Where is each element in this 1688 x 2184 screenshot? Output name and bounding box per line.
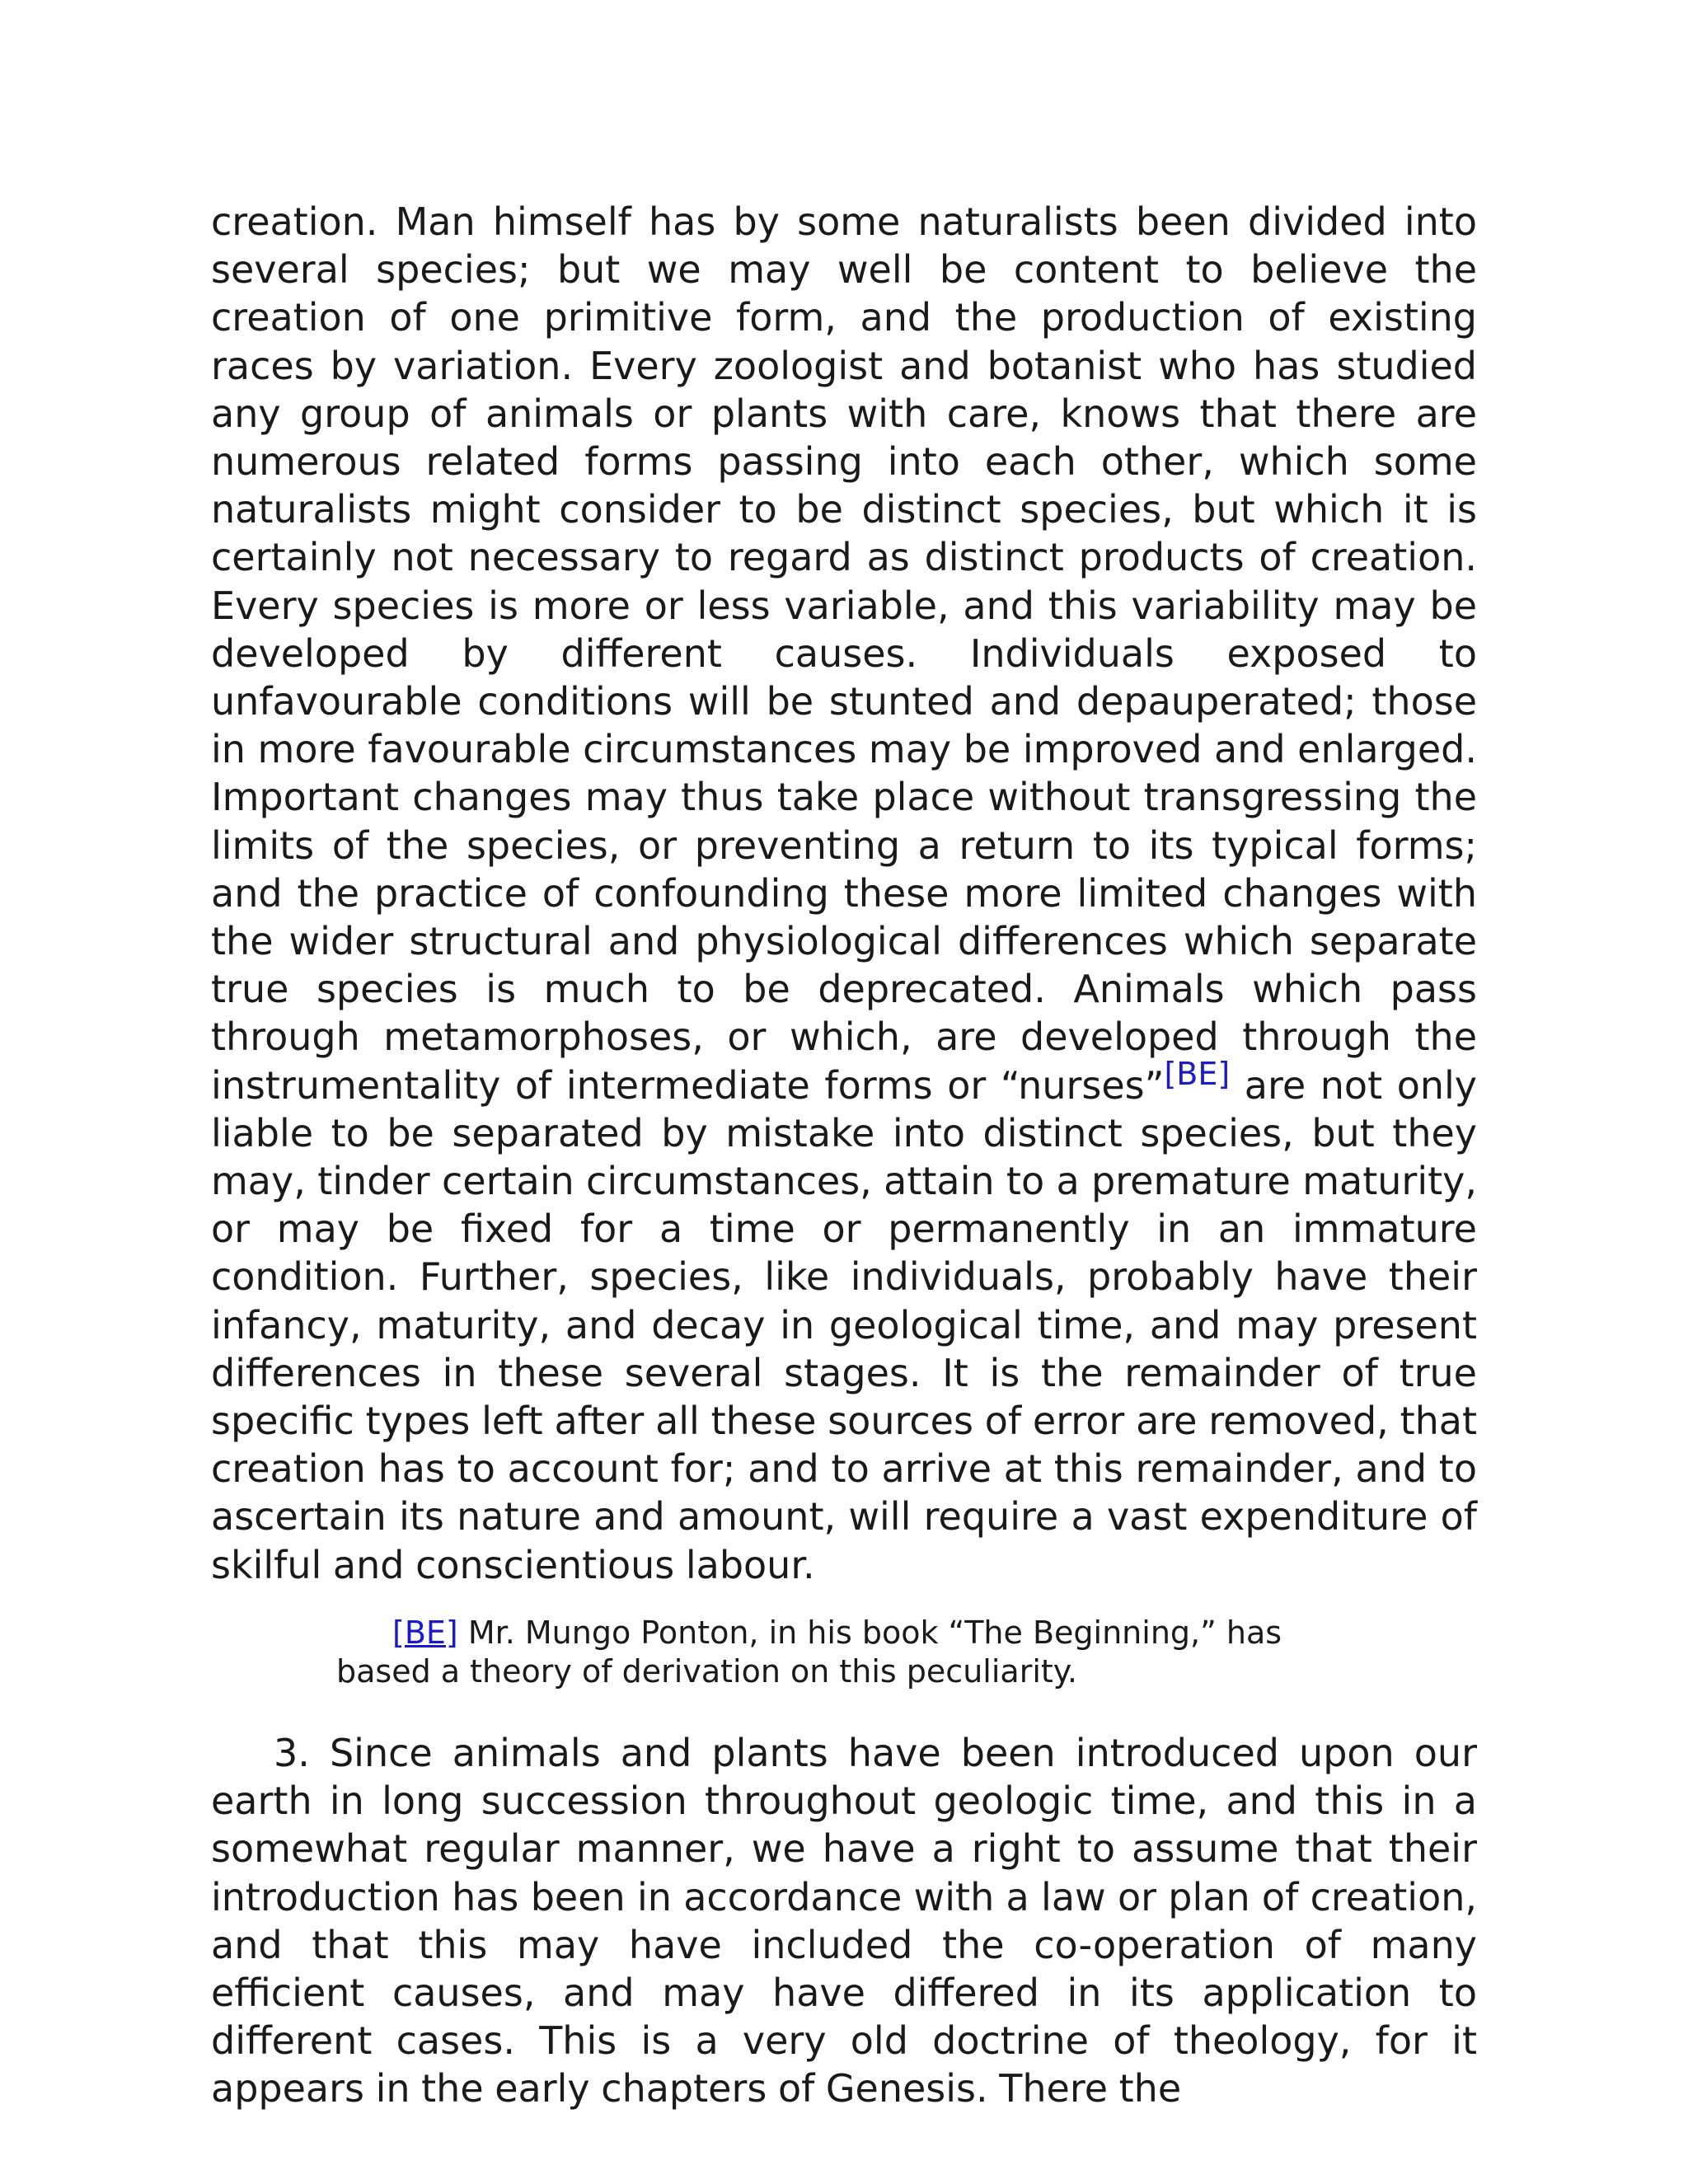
footnote-reference-link[interactable]: [BE] [1164,1055,1231,1092]
footnote [336,1614,1317,1691]
footnote-text: Mr. Mungo Ponton, in his book “The Beginning,” has based a theory of derivation on this peculiarity. [336,1614,1282,1690]
paragraph-text: are not only liable to be separated by mistake into distinct species, but they may, tinder certain circumstances, attain to a premature maturity, or may be fixed for a time or permanently in an immature condition. Further, species, like individuals, probably have their infancy, maturity, and decay in geological time, and may present differences in these several stages. It is the remainder of true specific types left after all these sources of error are removed, that creation has to account for; and to arrive at this remainder, and to ascertain its nature and amount, will require a vast expenditure of skilful and conscientious labour. [211,1062,1477,1587]
body-paragraph [211,1729,1477,2113]
body-paragraph [211,198,1477,1589]
footnote-backlink[interactable]: [BE] [392,1614,458,1651]
paragraph-text: creation. Man himself has by some naturalists been divided into several species; but we may well be content to believe the creation of one primitive form, and the production of existing races by variation. Every zoologist and botanist who has studied any group of animals or plants with care, knows that there are numerous related forms passing into each other, which some naturalists might consider to be distinct species, but which it is certainly not necessary to regard as distinct products of creation. Every species is more or less variable, and this variability may be developed by different causes. Individuals exposed to unfavourable conditions will be stunted and depauperated; those in more favourable circumstances may be improved and enlarged. Important changes may thus take place without transgressing the limits of the species, or preventing a return to its typical forms; and the practice of confounding these more limited changes with the wider structural and physiological differences which separate true species is much to be deprecated. Animals which pass through metamorphoses, or which, are developed through the instrumentality of intermediate forms or “nurses” [211,199,1477,1108]
document-page [211,198,1477,2113]
paragraph-text: 3. Since animals and plants have been introduced upon our earth in long succession throughout geologic time, and this in a somewhat regular manner, we have a right to assume that their introduction has been in accordance with a law or plan of creation, and that this may have included the co-operation of many efficient causes, and may have differed in its application to different cases. This is a very old doctrine of theology, for it appears in the early chapters of Genesis. There the [211,1730,1477,2111]
